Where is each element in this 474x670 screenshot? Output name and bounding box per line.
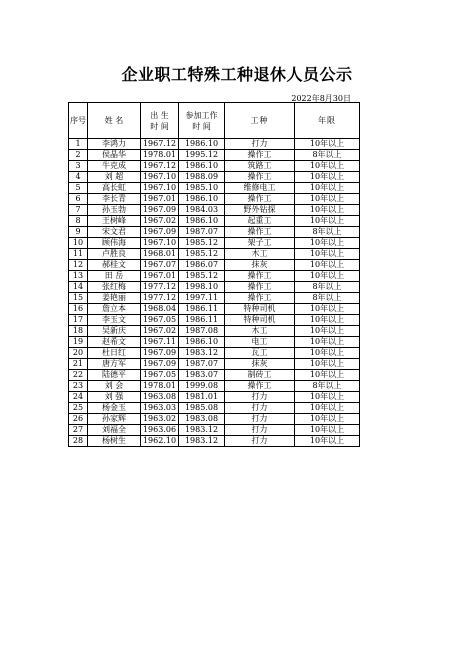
- table-row: [69, 139, 360, 150]
- cell-name: 田 岳: [88, 271, 141, 282]
- cell-index: 27: [69, 425, 88, 436]
- cell-limit: 10年以上: [295, 337, 360, 348]
- cell-name: 杨树生: [88, 436, 141, 447]
- cell-job-type: 操作工: [225, 150, 295, 161]
- cell-birth: 1978.01: [141, 150, 179, 161]
- cell-job-type: 特种司机: [225, 315, 295, 326]
- table-row: [69, 271, 360, 282]
- header-job-type: 工种: [225, 103, 295, 139]
- table-header-row: [69, 103, 360, 139]
- cell-limit: 10年以上: [295, 194, 360, 205]
- cell-birth: 1967.09: [141, 227, 179, 238]
- cell-job-type: 野外钻探: [225, 205, 295, 216]
- table-row: [69, 194, 360, 205]
- cell-index: 6: [69, 194, 88, 205]
- cell-index: 25: [69, 403, 88, 414]
- cell-birth: 1967.02: [141, 326, 179, 337]
- cell-work-start: 1985.12: [179, 271, 225, 282]
- cell-limit: 10年以上: [295, 172, 360, 183]
- cell-birth: 1962.10: [141, 436, 179, 447]
- cell-index: 15: [69, 293, 88, 304]
- cell-limit: 10年以上: [295, 370, 360, 381]
- cell-name: 顾伟海: [88, 238, 141, 249]
- table-row: [69, 425, 360, 436]
- cell-limit: 10年以上: [295, 260, 360, 271]
- table-row: [69, 183, 360, 194]
- cell-limit: 8年以上: [295, 227, 360, 238]
- cell-name: 李玉文: [88, 315, 141, 326]
- cell-limit: 10年以上: [295, 205, 360, 216]
- cell-work-start: 1986.10: [179, 139, 225, 150]
- table-row: [69, 227, 360, 238]
- table-row: [69, 370, 360, 381]
- table-row: [69, 260, 360, 271]
- cell-job-type: 打力: [225, 139, 295, 150]
- cell-index: 26: [69, 414, 88, 425]
- cell-index: 2: [69, 150, 88, 161]
- cell-work-start: 1988.09: [179, 172, 225, 183]
- table-row: [69, 436, 360, 447]
- cell-work-start: 1986.10: [179, 161, 225, 172]
- cell-index: 17: [69, 315, 88, 326]
- cell-name: 刘 会: [88, 381, 141, 392]
- cell-index: 16: [69, 304, 88, 315]
- table-row: [69, 161, 360, 172]
- cell-job-type: 操作工: [225, 227, 295, 238]
- table-row: [69, 315, 360, 326]
- cell-work-start: 1986.10: [179, 216, 225, 227]
- cell-name: 侯晶华: [88, 150, 141, 161]
- cell-job-type: 打力: [225, 414, 295, 425]
- header-index: 序号: [69, 103, 88, 139]
- cell-birth: 1968.01: [141, 249, 179, 260]
- cell-limit: 10年以上: [295, 161, 360, 172]
- cell-birth: 1963.08: [141, 392, 179, 403]
- table-row: [69, 249, 360, 260]
- cell-work-start: 1998.10: [179, 282, 225, 293]
- cell-limit: 10年以上: [295, 249, 360, 260]
- cell-limit: 10年以上: [295, 403, 360, 414]
- cell-index: 5: [69, 183, 88, 194]
- cell-index: 19: [69, 337, 88, 348]
- cell-limit: 10年以上: [295, 304, 360, 315]
- header-birth-line1: 出 生: [150, 110, 169, 120]
- cell-work-start: 1983.07: [179, 370, 225, 381]
- cell-work-start: 1985.10: [179, 183, 225, 194]
- cell-limit: 10年以上: [295, 436, 360, 447]
- cell-job-type: 操作工: [225, 293, 295, 304]
- cell-limit: 10年以上: [295, 392, 360, 403]
- cell-index: 10: [69, 238, 88, 249]
- cell-work-start: 1985.12: [179, 238, 225, 249]
- cell-limit: 10年以上: [295, 315, 360, 326]
- cell-index: 7: [69, 205, 88, 216]
- cell-index: 24: [69, 392, 88, 403]
- cell-name: 高长虹: [88, 183, 141, 194]
- cell-work-start: 1986.10: [179, 337, 225, 348]
- cell-limit: 8年以上: [295, 282, 360, 293]
- cell-name: 孙家辉: [88, 414, 141, 425]
- header-birth-line2: 时 间: [150, 121, 169, 131]
- cell-name: 孙玉勃: [88, 205, 141, 216]
- cell-limit: 8年以上: [295, 150, 360, 161]
- cell-birth: 1963.06: [141, 425, 179, 436]
- cell-limit: 10年以上: [295, 359, 360, 370]
- cell-job-type: 抹灰: [225, 359, 295, 370]
- cell-work-start: 1986.07: [179, 260, 225, 271]
- cell-work-start: 1997.11: [179, 293, 225, 304]
- cell-work-start: 1987.07: [179, 359, 225, 370]
- retiree-table: [68, 102, 360, 447]
- cell-job-type: 操作工: [225, 282, 295, 293]
- cell-limit: 10年以上: [295, 348, 360, 359]
- cell-name: 詹立本: [88, 304, 141, 315]
- cell-limit: 10年以上: [295, 216, 360, 227]
- cell-birth: 1967.12: [141, 139, 179, 150]
- cell-name: 刘福全: [88, 425, 141, 436]
- cell-job-type: 筑路工: [225, 161, 295, 172]
- cell-limit: 10年以上: [295, 326, 360, 337]
- cell-job-type: 打力: [225, 425, 295, 436]
- header-name: 姓 名: [88, 103, 141, 139]
- cell-name: 姜艳丽: [88, 293, 141, 304]
- cell-work-start: 1987.08: [179, 326, 225, 337]
- cell-birth: 1967.09: [141, 359, 179, 370]
- cell-job-type: 起重工: [225, 216, 295, 227]
- cell-limit: 8年以上: [295, 293, 360, 304]
- cell-index: 4: [69, 172, 88, 183]
- cell-name: 杨金玉: [88, 403, 141, 414]
- cell-job-type: 木工: [225, 326, 295, 337]
- table-row: [69, 348, 360, 359]
- cell-birth: 1977.12: [141, 293, 179, 304]
- cell-work-start: 1987.07: [179, 227, 225, 238]
- cell-job-type: 操作工: [225, 381, 295, 392]
- cell-name: 赵希文: [88, 337, 141, 348]
- header-birth: [141, 103, 179, 139]
- cell-index: 1: [69, 139, 88, 150]
- table-row: [69, 293, 360, 304]
- table-row: [69, 172, 360, 183]
- cell-job-type: 操作工: [225, 172, 295, 183]
- cell-birth: 1967.10: [141, 238, 179, 249]
- cell-work-start: 1983.12: [179, 436, 225, 447]
- header-limit: 年限: [295, 103, 360, 139]
- cell-job-type: 打力: [225, 392, 295, 403]
- cell-birth: 1967.09: [141, 348, 179, 359]
- cell-birth: 1967.07: [141, 260, 179, 271]
- cell-birth: 1963.02: [141, 414, 179, 425]
- cell-index: 18: [69, 326, 88, 337]
- cell-limit: 10年以上: [295, 425, 360, 436]
- cell-limit: 10年以上: [295, 271, 360, 282]
- table-row: [69, 282, 360, 293]
- table-row: [69, 326, 360, 337]
- table-row: [69, 414, 360, 425]
- header-work-line2: 时 间: [192, 121, 211, 131]
- cell-birth: 1967.01: [141, 271, 179, 282]
- cell-name: 张红梅: [88, 282, 141, 293]
- cell-job-type: 操作工: [225, 194, 295, 205]
- cell-work-start: 1985.08: [179, 403, 225, 414]
- cell-birth: 1968.04: [141, 304, 179, 315]
- cell-birth: 1963.03: [141, 403, 179, 414]
- cell-work-start: 1984.03: [179, 205, 225, 216]
- cell-job-type: 木工: [225, 249, 295, 260]
- cell-birth: 1967.12: [141, 161, 179, 172]
- cell-work-start: 1986.11: [179, 304, 225, 315]
- cell-index: 8: [69, 216, 88, 227]
- cell-index: 20: [69, 348, 88, 359]
- cell-index: 3: [69, 161, 88, 172]
- cell-job-type: 电工: [225, 337, 295, 348]
- cell-birth: 1967.10: [141, 172, 179, 183]
- cell-birth: 1967.05: [141, 315, 179, 326]
- cell-limit: 10年以上: [295, 139, 360, 150]
- cell-work-start: 1999.08: [179, 381, 225, 392]
- cell-birth: 1967.02: [141, 216, 179, 227]
- cell-job-type: 维修电工: [225, 183, 295, 194]
- table-row: [69, 304, 360, 315]
- cell-work-start: 1981.01: [179, 392, 225, 403]
- cell-index: 12: [69, 260, 88, 271]
- header-work-start: [179, 103, 225, 139]
- cell-job-type: 打力: [225, 403, 295, 414]
- cell-birth: 1967.05: [141, 370, 179, 381]
- cell-limit: 10年以上: [295, 238, 360, 249]
- cell-work-start: 1995.12: [179, 150, 225, 161]
- cell-birth: 1967.01: [141, 194, 179, 205]
- cell-birth: 1978.01: [141, 381, 179, 392]
- cell-name: 唐方军: [88, 359, 141, 370]
- cell-job-type: 瓦工: [225, 348, 295, 359]
- table-row: [69, 403, 360, 414]
- cell-name: 吴新庆: [88, 326, 141, 337]
- cell-job-type: 特种司机: [225, 304, 295, 315]
- cell-name: 李鸿力: [88, 139, 141, 150]
- table-row: [69, 238, 360, 249]
- page-title: 企业职工特殊工种退休人员公示: [121, 65, 353, 84]
- cell-limit: 10年以上: [295, 414, 360, 425]
- table-row: [69, 359, 360, 370]
- cell-job-type: 抹灰: [225, 260, 295, 271]
- cell-job-type: 制砖工: [225, 370, 295, 381]
- table-row: [69, 150, 360, 161]
- cell-index: 9: [69, 227, 88, 238]
- cell-name: 杜日红: [88, 348, 141, 359]
- table-row: [69, 216, 360, 227]
- cell-index: 14: [69, 282, 88, 293]
- cell-name: 李长青: [88, 194, 141, 205]
- cell-work-start: 1985.12: [179, 249, 225, 260]
- cell-work-start: 1986.11: [179, 315, 225, 326]
- cell-job-type: 架子工: [225, 238, 295, 249]
- cell-birth: 1967.11: [141, 337, 179, 348]
- cell-index: 13: [69, 271, 88, 282]
- publish-date: 2022年8月30日: [291, 94, 351, 103]
- cell-limit: 8年以上: [295, 381, 360, 392]
- cell-birth: 1967.09: [141, 205, 179, 216]
- cell-job-type: 操作工: [225, 271, 295, 282]
- cell-name: 刘 强: [88, 392, 141, 403]
- cell-index: 22: [69, 370, 88, 381]
- cell-index: 28: [69, 436, 88, 447]
- table-body: [69, 139, 360, 447]
- cell-name: 刘 超: [88, 172, 141, 183]
- header-work-line1: 参加工作: [185, 110, 218, 120]
- table-row: [69, 392, 360, 403]
- table-row: [69, 205, 360, 216]
- cell-birth: 1967.10: [141, 183, 179, 194]
- cell-name: 陆德平: [88, 370, 141, 381]
- table-row: [69, 381, 360, 392]
- cell-index: 23: [69, 381, 88, 392]
- cell-job-type: 打力: [225, 436, 295, 447]
- cell-name: 卢胜良: [88, 249, 141, 260]
- cell-limit: 10年以上: [295, 183, 360, 194]
- cell-name: 郝桂文: [88, 260, 141, 271]
- cell-birth: 1977.12: [141, 282, 179, 293]
- table-row: [69, 337, 360, 348]
- cell-work-start: 1983.08: [179, 414, 225, 425]
- cell-work-start: 1986.10: [179, 194, 225, 205]
- cell-work-start: 1983.12: [179, 348, 225, 359]
- cell-name: 宋文君: [88, 227, 141, 238]
- cell-index: 11: [69, 249, 88, 260]
- cell-index: 21: [69, 359, 88, 370]
- cell-name: 牛克成: [88, 161, 141, 172]
- cell-work-start: 1983.12: [179, 425, 225, 436]
- cell-name: 王树峰: [88, 216, 141, 227]
